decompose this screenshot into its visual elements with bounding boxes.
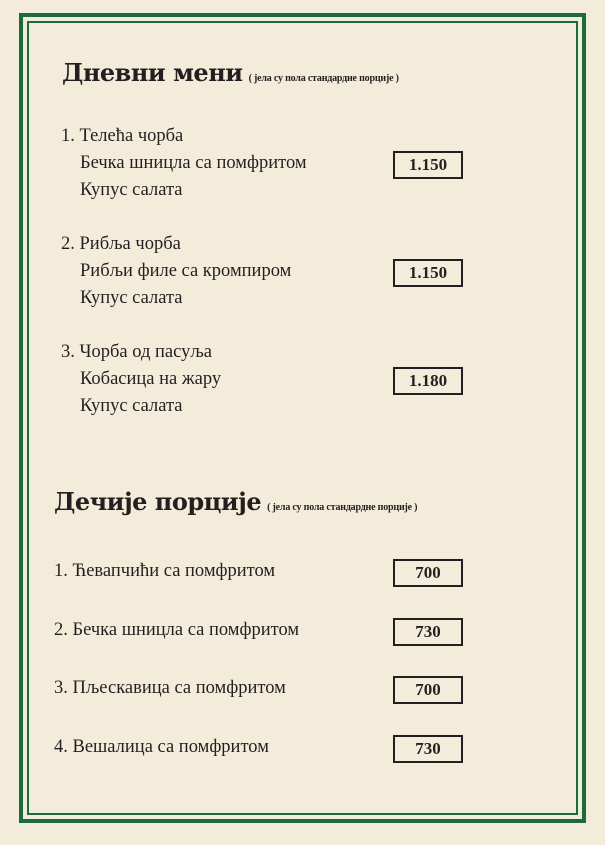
- kids-item-4-price: 730: [393, 735, 463, 763]
- kids-menu-heading: [54, 487, 417, 516]
- daily-menu-note: ( јела су пола стандардне порције ): [248, 73, 399, 84]
- daily-item-3-soup: 3. Чорба од пасуља: [61, 342, 213, 362]
- kids-item-1-price: 700: [393, 559, 463, 587]
- kids-item-4-label: 4. Вешалица са помфритом: [54, 737, 269, 757]
- daily-menu-title: Дневни мени: [62, 58, 243, 87]
- daily-item-1-soup: 1. Телећа чорба: [61, 126, 184, 146]
- daily-menu-heading: [62, 58, 399, 87]
- daily-item-3-main: Кобасица на жару: [80, 369, 222, 389]
- daily-item-3-price: 1.180: [393, 367, 463, 395]
- kids-menu-note: ( јела су пола стандардне порције ): [267, 502, 418, 513]
- kids-item-3-price: 700: [393, 676, 463, 704]
- daily-item-2-soup: 2. Рибља чорба: [61, 234, 181, 254]
- daily-item-1-price: 1.150: [393, 151, 463, 179]
- daily-item-3-salad: Купус салата: [80, 396, 183, 416]
- daily-item-1-salad: Купус салата: [80, 180, 183, 200]
- kids-item-2-label: 2. Бечка шницла са помфритом: [54, 620, 300, 640]
- kids-item-1-label: 1. Ћевапчићи са помфритом: [54, 561, 276, 581]
- daily-item-2-price: 1.150: [393, 259, 463, 287]
- daily-item-1-main: Бечка шницла са помфритом: [80, 153, 307, 173]
- kids-menu-title: Дечије порције: [54, 487, 262, 516]
- kids-item-3-label: 3. Пљескавица са помфритом: [54, 678, 286, 698]
- daily-item-2-main: Рибљи филе са кромпиром: [80, 261, 292, 281]
- kids-item-2-price: 730: [393, 618, 463, 646]
- daily-item-2-salad: Купус салата: [80, 288, 183, 308]
